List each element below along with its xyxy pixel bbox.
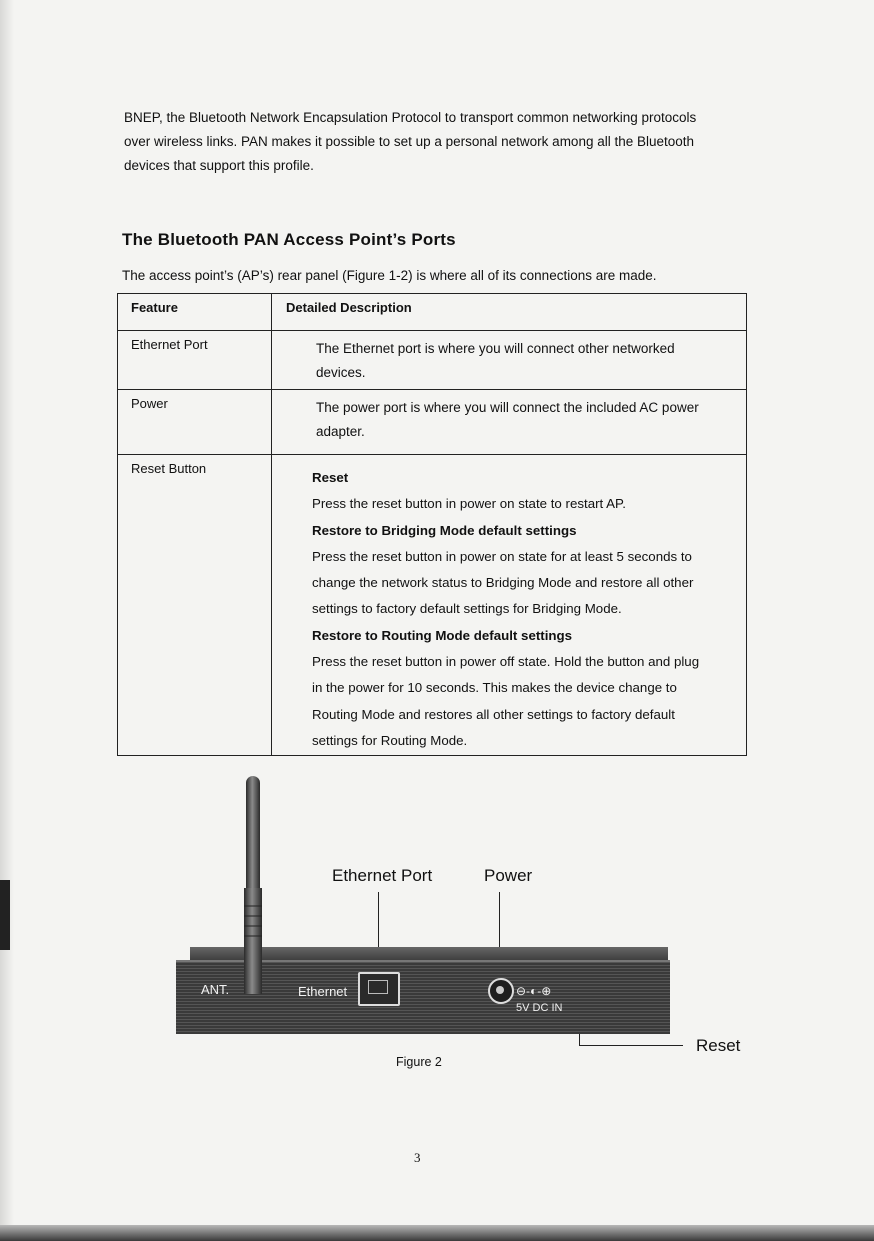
description-line: The power port is where you will connect the included AC power [316, 400, 699, 415]
device-label-dc-in: 5V DC IN [516, 1002, 563, 1014]
ports-table [117, 293, 747, 756]
table-row [118, 390, 747, 455]
table-row [118, 331, 747, 390]
table-header-row [118, 294, 747, 331]
description-ethernet-port [272, 331, 747, 390]
header-feature: Feature [118, 294, 272, 331]
antenna-icon [238, 776, 268, 994]
section-title: The Bluetooth PAN Access Point’s Ports [122, 230, 456, 249]
routing-line: settings for Routing Mode. [312, 732, 468, 748]
label-ethernet-port: Ethernet Port [332, 866, 433, 885]
feature-label: Reset Button [131, 461, 207, 476]
leader-line-reset-horizontal [579, 1045, 683, 1046]
description-reset-button [272, 455, 747, 756]
feature-ethernet-port [118, 331, 272, 390]
routing-line: Press the reset button in power off state. Hold the button and plug [312, 654, 700, 670]
binder-clip-mark [0, 880, 10, 950]
feature-label: Ethernet Port [131, 337, 208, 352]
device-label-ethernet: Ethernet [298, 984, 348, 999]
dc-polarity-symbol: ⊖-◐-⊕ [516, 984, 552, 998]
reset-heading: Reset [312, 470, 349, 485]
bridging-heading: Restore to Bridging Mode default settings [312, 522, 577, 538]
page-number: 3 [414, 1150, 421, 1165]
feature-power [118, 390, 272, 455]
intro-line: BNEP, the Bluetooth Network Encapsulation Protocol to transport common networking protocols [124, 110, 697, 125]
table-row [118, 455, 747, 756]
description-power [272, 390, 747, 455]
figure-caption: Figure 2 [396, 1055, 442, 1069]
bridging-line: Press the reset button in power on state for at least 5 seconds to [312, 548, 692, 564]
ethernet-port-icon [358, 972, 400, 1006]
intro-line: devices that support this profile. [124, 158, 314, 173]
description-line: adapter. [316, 424, 365, 439]
intro-line: over wireless links. PAN makes it possible to set up a personal network among all the Bluetooth [124, 134, 695, 149]
feature-reset-button [118, 455, 272, 756]
device-label-ant: ANT. [201, 982, 230, 997]
power-port-icon [488, 978, 514, 1004]
label-reset: Reset [696, 1036, 741, 1055]
routing-line: in the power for 10 seconds. This makes the device change to [312, 680, 677, 696]
bridging-line: change the network status to Bridging Mode and restore all other [312, 575, 694, 591]
reset-line: Press the reset button in power on state to restart AP. [312, 496, 626, 512]
page-edge [0, 0, 14, 1241]
section-subtitle: The access point’s (AP’s) rear panel (Figure 1-2) is where all of its connections are made. [122, 268, 657, 283]
routing-heading: Restore to Routing Mode default settings [312, 627, 573, 643]
header-detailed-description: Detailed Description [272, 294, 747, 331]
label-power: Power [484, 866, 533, 885]
feature-label: Power [131, 396, 168, 411]
bridging-line: settings to factory default settings for Bridging Mode. [312, 601, 622, 617]
scan-bottom-edge [0, 1225, 874, 1241]
routing-line: Routing Mode and restores all other settings to factory default [312, 706, 675, 722]
intro-paragraph [124, 106, 764, 178]
description-line: The Ethernet port is where you will connect other networked [316, 341, 675, 356]
description-line: devices. [316, 365, 366, 380]
